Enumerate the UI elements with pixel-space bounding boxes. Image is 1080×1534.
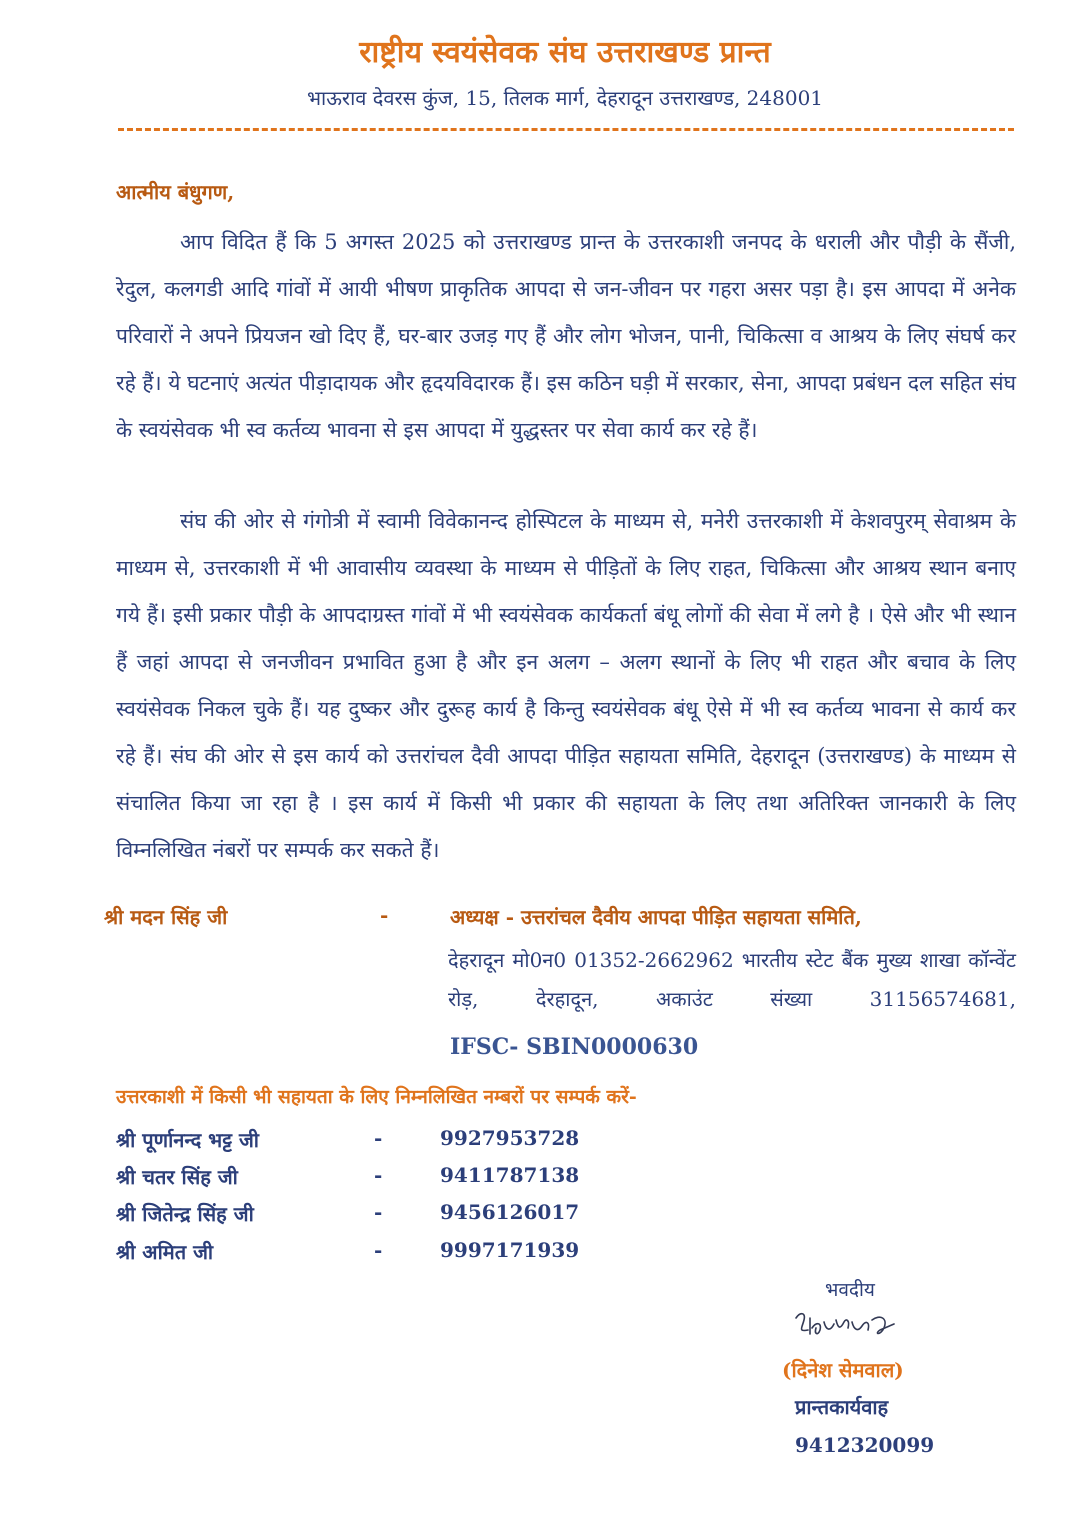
- ifsc-code: IFSC- SBIN0000630: [450, 1034, 699, 1060]
- salutation: आत्मीय बंधुगण,: [116, 180, 235, 204]
- contact-separator: -: [374, 1200, 383, 1224]
- contact-row: [0, 1163, 1080, 1201]
- closing: भवदीय: [825, 1279, 875, 1301]
- contact-name: श्री अमित जी: [116, 1240, 214, 1264]
- contact-name: श्री पूर्णानन्द भट्ट जी: [116, 1128, 259, 1152]
- header-divider: [118, 128, 1014, 131]
- contact-phone: 9997171939: [440, 1238, 580, 1262]
- contact-name: श्री जितेन्द्र सिंह जी: [116, 1202, 254, 1226]
- organization-title: राष्ट्रीय स्वयंसेवक संघ उत्तराखण्ड प्रान्त: [359, 35, 771, 70]
- paragraph-relief-work: संघ की ओर से गंगोत्री में स्वामी विवेकानन्द होस्पिटल के माध्यम से, मनेरी उत्तरकाशी में केशवपुरम् सेवाश्रम के माध्यम से, उत्तरकाशी में भी आवासीय व्यवस्था के माध्यम से पीड़ितों के लिए राहत, चिकित्सा और आश्रय स्थान बनाए गये हैं। इसी प्रकार पौड़ी के आपदाग्रस्त गांवों में भी स्वयंसेवक कार्यकर्ता बंधू लोगों की सेवा में लगे है । ऐसे और भी स्थान हैं जहां आपदा से जनजीवन प्रभावित हुआ है और इन अलग – अलग स्थानों के लिए भी राहत और बचाव के लिए स्वयंसेवक निकल चुके हैं। यह दुष्कर और दुरूह कार्य है किन्तु स्वयंसेवक बंधू ऐसे में भी स्व कर्तव्य भावना से कार्य कर रहे हैं। संघ की ओर से इस कार्य को उत्तरांचल दैवी आपदा पीड़ित सहायता समिति, देहरादून (उत्तराखण्ड) के माध्यम से संचालित किया जा रहा है । इस कार्य में किसी भी प्रकार की सहायता के लिए तथा अतिरिक्त जानकारी के लिए विम्नलिखित नंबरों पर सम्पर्क कर सकते हैं।: [116, 509, 1016, 862]
- contact-separator: -: [374, 1126, 383, 1150]
- president-separator: -: [380, 903, 389, 927]
- president-designation: अध्यक्ष - उत्तरांचल दैवीय आपदा पीड़ित सहायता समिति,: [450, 905, 862, 929]
- president-name: श्री मदन सिंह जी: [104, 905, 228, 929]
- paragraph-disaster-impact: आप विदित हैं कि 5 अगस्त 2025 को उत्तराखण्ड प्रान्त के उत्तरकाशी जनपद के धराली और पौड़ी के सैंजी, रेदुल, कलगडी आदि गांवों में आयी भीषण प्राकृतिक आपदा से जन-जीवन पर गहरा असर पड़ा है। इस आपदा में अनेक परिवारों ने अपने प्रियजन खो दिए हैं, घर-बार उजड़ गए हैं और लोग भोजन, पानी, चिकित्सा व आश्रय के लिए संघर्ष कर रहे हैं। ये घटनाएं अत्यंत पीड़ादायक और हृदयविदारक हैं। इस कठिन घड़ी में सरकार, सेना, आपदा प्रबंधन दल सहित संघ के स्वयंसेवक भी स्व कर्तव्य भावना से इस आपदा में युद्धस्तर पर सेवा कार्य कर रहे हैं।: [116, 230, 1016, 442]
- contact-row: [0, 1200, 1080, 1238]
- contact-phone: 9456126017: [440, 1200, 580, 1224]
- contact-separator: -: [374, 1163, 383, 1187]
- contact-phone: 9411787138: [440, 1163, 580, 1187]
- signatory-name: (दिनेश सेमवाल): [782, 1358, 904, 1382]
- handwritten-signature: [790, 1304, 900, 1346]
- contact-name: श्री चतर सिंह जी: [116, 1165, 238, 1189]
- contact-separator: -: [374, 1238, 383, 1262]
- organization-address: भाऊराव देवरस कुंज, 15, तिलक मार्ग, देहरादून उत्तराखण्ड, 248001: [306, 86, 824, 110]
- contact-row: [0, 1238, 1080, 1276]
- signatory-phone: 9412320099: [795, 1433, 935, 1457]
- contact-row: [0, 1126, 1080, 1164]
- signatory-designation: प्रान्तकार्यवाह: [795, 1395, 889, 1419]
- contacts-heading: उत्तरकाशी में किसी भी सहायता के लिए निम्नलिखित नम्बरों पर सम्पर्क करें-: [116, 1086, 637, 1108]
- bank-details: देहरादून मो0न0 01352-2662962 भारतीय स्टेट बैंक मुख्य शाखा कॉन्वेंट रोड़, देरहादून, अकाउंट संख्या 31156574681,: [448, 948, 1016, 1011]
- contact-phone: 9927953728: [440, 1126, 580, 1150]
